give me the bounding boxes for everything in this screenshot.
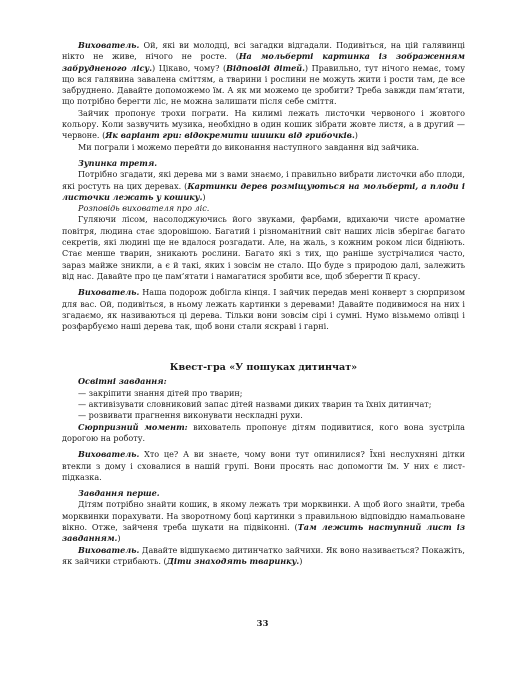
paragraph-forest-story: Гуляючи лісом, насолоджуючись його звуками, фарбами, вдихаючи чисте ароматне повітря, людина стає здоровішою. Багатий і різноманітний світ наших лісів зберігає багато секретів, які людині ще не вдалося розгадати. Але, на жаль, з кожним роком ліси бідніють. Стає менше тварин, зникають рослини. Багато які з тих, що раніше зустрічалися часто, зараз майже зникли, а є й такі, яких і зовсім не стало. Що буде з природою далі, залежить від нас. Давайте про це пам’ятати і намагатися зробити все, щоб зберегти її красу. bbox=[62, 214, 465, 281]
speaker-label: Вихователь. bbox=[78, 449, 140, 460]
task-item: — активізувати словниковий запас дітей назвами диких тварин та їхніх дитинчат; bbox=[78, 399, 432, 410]
text-run: Хто це? А ви знаєте, чому вони тут опинилися? Їхні неслухняні дітки втекли з дому і сховалися в нашій групі. Вони просять нас допомогти їм. У них є лист-підказка. bbox=[62, 449, 465, 482]
text-run: Давайте відшукаємо дитинчатко зайчихи. Як воно називається? Покажіть, як зайчики стрибають. ( bbox=[62, 544, 465, 566]
heading-task-one: Завдання перше. bbox=[78, 488, 160, 499]
stage-direction: Як варіант гри: відокремити шишки від грибочків. bbox=[105, 130, 355, 141]
stage-direction: Діти знаходять тваринку. bbox=[166, 555, 300, 566]
text-run: Дітям потрібно знайти кошик, в якому лежать три морквинки. А щоб його знайти, треба морквинки порахувати. На зворотному боці картинки з правильною відповіддю намальоване вікно. Отже, зайченя треба шукати на підвіконні. ( bbox=[62, 499, 465, 532]
stage-direction: Там лежить наступний лист із завданням. bbox=[62, 521, 465, 544]
text-run: Наша подорож добігла кінця. І зайчик передав мені конверт з сюрпризом для вас. Ой, подивіться, в ньому лежать картинки з деревами! Давайте подивимося на них і згадаємо, як називаються ці дерева. Тільки вони зовсім сірі і сумні. Нумо візьмемо олівці і розфарбуємо наші дерева так, щоб вони стали яскраві і гарні. bbox=[62, 287, 465, 332]
text-run: вихователь пропонує дітям подивитися, кого вона зустріла дорогою на роботу. bbox=[62, 421, 465, 443]
surprise-label: Сюрпризний момент: bbox=[78, 421, 188, 432]
paragraph-bunny bbox=[62, 545, 465, 568]
text-run: ) bbox=[202, 191, 206, 202]
speaker-label: Вихователь. bbox=[78, 287, 140, 298]
speaker-label: Вихователь. bbox=[78, 40, 140, 50]
stage-direction: На мольберті картинка із зображенням забрудненого лісу. bbox=[62, 51, 465, 73]
page-content bbox=[62, 40, 465, 567]
paragraph-trees bbox=[62, 169, 465, 203]
paragraph-next-task: Ми пограли і можемо перейти до виконання наступного завдання від зайчика. bbox=[78, 141, 420, 152]
stage-direction: Відповіді дітей. bbox=[226, 62, 305, 73]
paragraph-leaves-game bbox=[62, 108, 465, 142]
text-run: ) Правильно, тут нічого немає, тому що вся галявина завалена сміттям, а тварини і рослини не можуть жити і рости там, де все забруднено. Давайте допоможемо їм. А як ми можемо це зробити? Треба завжди пам’ятати, що потрібно берегти ліс, не можна залишати після себе сміття. bbox=[62, 62, 465, 107]
text-run: Потрібно згадати, які дерева ми з вами знаємо, і правильно вибрати листочки або плоди, які ростуть на цих деревах. ( bbox=[62, 169, 465, 191]
paragraph-carrots bbox=[62, 499, 465, 544]
paragraph-educator-riddles bbox=[62, 40, 465, 108]
text-run: ) bbox=[117, 533, 121, 544]
text-run: Зайчик пропонує трохи пограти. На килимі лежать листочки червоного і жовтого кольору. Коли зазвучить музика, необхідно в один кошик зібрати жовте листя, а в другий — червоне. ( bbox=[62, 107, 465, 141]
task-item: — розвивати прагнення виконувати нескладні рухи. bbox=[78, 410, 303, 421]
task-item: — закріпити знання дітей про тварин; bbox=[78, 387, 243, 398]
tasks-label: Освітні завдання: bbox=[78, 376, 167, 387]
text-run: ) bbox=[354, 130, 358, 141]
section-title: Квест-гра «У пошуках дитинчат» bbox=[169, 362, 358, 374]
page-number: 33 bbox=[256, 619, 269, 629]
text-run: ) Цікаво, чому? ( bbox=[152, 62, 227, 73]
paragraph-runaway-kids bbox=[62, 449, 465, 483]
paragraph-surprise-moment bbox=[62, 422, 465, 445]
tasks-list bbox=[62, 388, 465, 422]
heading-stop-three: Зупинка третя. bbox=[78, 157, 158, 168]
text-run: ) bbox=[299, 555, 303, 566]
text-run: Ой, які ви молодці, всі загадки відгадали. Подивіться, на цій галявинці нікто не живе, нічого не росте. ( bbox=[62, 40, 465, 62]
paragraph-journey-end bbox=[62, 287, 465, 332]
speaker-label: Вихователь. bbox=[78, 544, 140, 555]
heading-forest-story: Розповідь вихователя про ліс. bbox=[78, 203, 210, 214]
stage-direction: Картинки дерев розміщуються на мольберті, а плоди і листочки лежать у кошику. bbox=[62, 180, 465, 202]
